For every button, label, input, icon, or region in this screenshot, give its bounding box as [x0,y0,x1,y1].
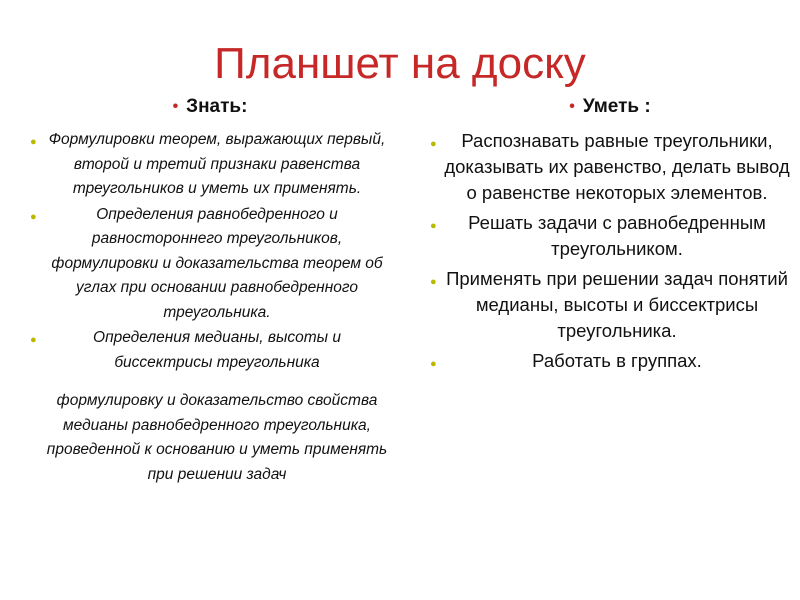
can-column [430,92,790,381]
bullet-icon: ● [430,358,437,370]
can-item [430,348,790,377]
know-column [30,92,390,488]
know-extra-text: формулировку и доказательство свойства медианы равнобедренного треугольника, проведенной к основанию и уметь применять при решении задач [46,392,388,483]
can-heading [430,92,790,122]
bullet-icon: ● [430,138,437,150]
bullet-icon: ● [30,136,37,148]
can-item-text: Работать в группах. [532,350,702,371]
know-item [30,326,390,375]
bullet-icon: ● [30,210,37,223]
can-item [430,128,790,206]
heading-bullet-icon: • [172,98,179,115]
can-item [430,266,790,344]
bullet-icon: ● [430,276,437,288]
know-item [30,203,390,326]
know-heading [30,92,390,122]
can-item-text: Применять при решении задач понятий медианы, высоты и биссектрисы треугольника. [446,268,788,341]
know-item-text: Определения медианы, высоты и биссектрисы треугольника [93,329,341,371]
bullet-icon: ● [430,220,437,232]
know-item-extra [30,389,390,487]
page-title: Планшет на доску [214,39,586,88]
bullet-icon: ● [30,334,37,346]
can-item [430,210,790,262]
know-item-text: Формулировки теорем, выражающих первый, второй и третий признаки равенства треугольников и уметь их применять. [48,131,386,197]
heading-bullet-icon: • [569,98,575,115]
know-item [30,128,390,202]
can-item-text: Решать задачи с равнобедренным треугольником. [468,212,766,259]
can-list [430,128,790,377]
can-item-text: Распознавать равные треугольники, доказывать их равенство, делать вывод о равенстве некоторых элементов. [444,130,790,203]
can-heading-label: Уметь : [582,96,651,117]
know-item-text: Определения равнобедренного и равностороннего треугольников, формулировки и доказательства теорем об углах при основании равнобедренного треугольника. [51,205,383,321]
know-list [30,128,390,487]
know-heading-label: Знать: [186,96,248,117]
